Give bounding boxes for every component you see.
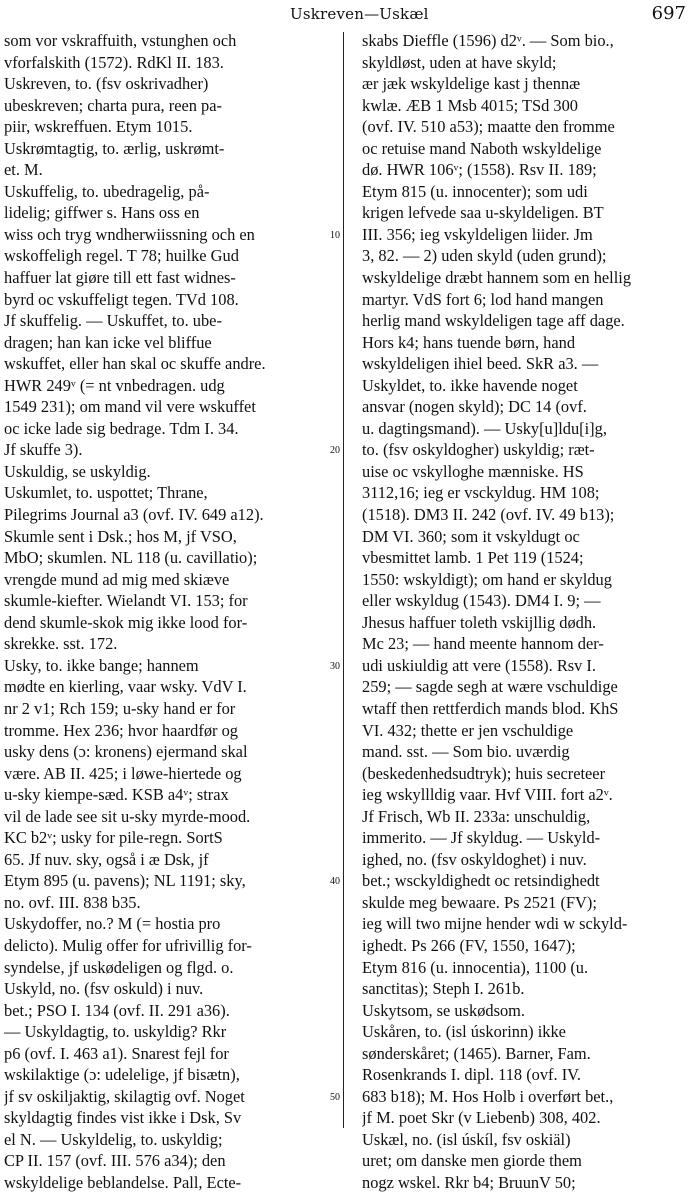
text-line: 259; — sagde segh at wære vschuldige [362, 677, 618, 697]
text-line: Uskytsom, se uskødsom. [362, 1000, 526, 1020]
text-line: bet.; wsckyldighedt oc retsindighedt [362, 871, 600, 891]
text-line: 1550: wskyldigt); om hand er skyldug [362, 569, 612, 589]
text-line: bet.; PSO I. 134 (ovf. II. 291 a36). [4, 1000, 230, 1020]
text-line: wtaff then rettferdich mands blod. KhS [362, 698, 619, 718]
text-line: wskyldelige dræbt hannem som en hellig [362, 268, 632, 288]
text-line: Pilegrims Journal a3 (ovf. IV. 649 a12). [4, 505, 264, 525]
text-line: (ovf. IV. 510 a53); maatte den fromme [362, 117, 615, 137]
text-line: 3, 82. — 2) uden skyld (uden grund); [362, 246, 607, 266]
text-line: dø. HWR 106ᵛ; (1558). Rsv II. 189; [362, 160, 597, 180]
text-line: ieg wskyllldig vaar. Hvf VIII. fort a2ᵛ. [362, 785, 613, 805]
text-line: u. dagtingsmand). — Usky[u]ldu[i]g, [362, 418, 607, 438]
text-line: Jf skuffelig. — Uskuffet, to. ube- [4, 311, 222, 331]
text-line: Etym 815 (u. innocenter); som udi [362, 181, 588, 201]
text-line: skrekke. sst. 172. [4, 634, 118, 654]
text-line: være. AB II. 425; i løwe-hiertede og [4, 763, 242, 783]
text-line: herlig mand wskyldeligen tage aff dage. [362, 311, 625, 331]
text-line: delicto). Mulig offer for ufrivillig for- [4, 935, 252, 955]
text-line: mand. sst. — Som bio. uværdig [362, 742, 570, 762]
text-line: Skumle sent i Dsk.; hos M, jf VSO, [4, 526, 237, 546]
text-line: kwlæ. ÆB 1 Msb 4015; TSd 300 [362, 95, 578, 115]
text-line: 3112,16; ieg er vsckyldug. HM 108; [362, 483, 600, 503]
text-line: lidelig; giffwer s. Hans oss en [4, 203, 200, 223]
text-line: mødte en kierling, vaar wsky. VdV I. [4, 677, 247, 697]
text-line: III. 356; ieg vskyldeligen liider. Jm [362, 224, 593, 244]
text-line: krigen lefvede saa u-skyldeligen. BT [362, 203, 604, 223]
text-line: KC b2ᵛ; usky for pile-regn. SortS [4, 828, 223, 848]
text-line: som vor vskraffuith, vstunghen och [4, 31, 237, 50]
text-line: uise oc vskylloghe mænniske. HS [362, 461, 584, 481]
text-line: Uskuffelig, to. ubedragelig, på- [4, 181, 210, 201]
text-line: Jhesus haffuer toleth vskijllig dødh. [362, 612, 597, 632]
text-line: wskyldelige beblandelse. Pall, Ecte- [4, 1172, 242, 1192]
text-line: usky dens (ɔ: kronens) ejermand skal [4, 742, 248, 762]
text-line: wskilaktige (ɔ: udelelige, jf bisætn), [4, 1065, 240, 1085]
text-line: nogz wskel. Rkr b4; BruunV 50; [362, 1172, 576, 1192]
text-line: Uskuldig, se uskyldig. [4, 461, 151, 481]
text-line: vforfalskith (1572). RdKl II. 183. [4, 52, 224, 72]
text-line: eller wskyldug (1543). DM4 I. 9; — [362, 591, 601, 611]
text-line: el N. — Uskyldelig, to. uskyldig; [4, 1129, 223, 1149]
text-line: Jf skuffe 3). [4, 440, 83, 460]
text-line: wiss och tryg wndherwiissning och en [4, 224, 255, 244]
text-line: ansvar (nogen skyld); DC 14 (ovf. [362, 397, 587, 417]
text-line: skulde meg bewaare. Ps 2521 (FV); [362, 892, 597, 912]
right-column [362, 30, 696, 1194]
text-line: jf sv oskiljaktig, skilagtig ovf. Noget [4, 1086, 245, 1106]
text-line: martyr. VdS fort 6; lod hand mangen [362, 289, 604, 309]
text-line: wskuffet, eller han skal oc skuffe andre. [4, 354, 266, 374]
text-line: Uskydoffer, no.? M (= hostia pro [4, 914, 221, 934]
text-line: uret; om danske men giorde them [362, 1151, 582, 1171]
text-line: jf M. poet Skr (v Liebenb) 308, 402. [362, 1108, 601, 1128]
page-header [0, 0, 700, 26]
text-line: ighedt. Ps 266 (FV, 1550, 1647); [362, 935, 576, 955]
text-line: Uskreven, to. (fsv oskrivadher) [4, 74, 209, 94]
page-number: 697 [651, 3, 686, 24]
text-line: piir, wskreffuen. Etym 1015. [4, 117, 193, 137]
text-line: et. M. [4, 160, 43, 180]
text-line: Etym 895 (u. pavens); NL 1191; sky, [4, 871, 246, 891]
text-line: p6 (ovf. I. 463 a1). Snarest fejl for [4, 1043, 229, 1063]
running-head: Uskreven—Uskæl [290, 5, 429, 23]
text-line: haffuer lat giøre till ett fast widnes- [4, 268, 236, 288]
text-line: tromme. Hex 236; hvor haardfør og [4, 720, 238, 740]
text-line: Hors k4; hans tuende børn, hand [362, 332, 576, 352]
text-line: Uskyld, no. (fsv oskuld) i nuv. [4, 979, 204, 999]
line-number: 40 [330, 876, 340, 888]
text-line: skyldagtig findes vist ikke i Dsk, Sv [4, 1108, 242, 1128]
text-line: — Uskyldagtig, to. uskyldig? Rkr [4, 1022, 227, 1042]
text-line: vbesmittet lamb. 1 Pet 119 (1524; [362, 548, 584, 568]
text-line: nr 2 v1; Rch 159; u-sky hand er for [4, 698, 236, 718]
text-line: ubeskreven; charta pura, reen pa- [4, 95, 222, 115]
text-line: CP II. 157 (ovf. III. 576 a34); den [4, 1151, 226, 1171]
text-line: Uskyldet, to. ikke havende noget [362, 375, 578, 395]
text-line: udi uskiuldig att vere (1558). Rsv I. [362, 655, 596, 675]
text-line: 1549 231); om mand vil vere wskuffet [4, 397, 256, 417]
line-number: 50 [330, 1091, 340, 1103]
text-line: ighed, no. (fsv oskyldoghet) i nuv. [362, 849, 587, 869]
text-line: skyldløst, uden at have skyld; [362, 52, 557, 72]
text-line: sanctitas); Steph I. 261b. [362, 979, 525, 999]
text-line: sønderskåret; (1465). Barner, Fam. [362, 1043, 591, 1063]
text-line: vil de lade see sit u-sky myrde-mood. [4, 806, 251, 826]
text-line: 683 b18); M. Hos Holb i overført bet., [362, 1086, 614, 1106]
text-line: Etym 816 (u. innocentia), 1100 (u. [362, 957, 589, 977]
text-line: 65. Jf nuv. sky, også i æ Dsk, jf [4, 849, 209, 869]
text-line: oc retuise mand Naboth wskyldelige [362, 138, 602, 158]
text-line: immerito. — Jf skyldug. — Uskyld- [362, 828, 601, 848]
text-line: (1518). DM3 II. 242 (ovf. IV. 49 b13); [362, 505, 615, 525]
column-divider [343, 32, 344, 1128]
text-line: wskoffeligh regel. T 78; huilke Gud [4, 246, 239, 266]
text-line: Rosenkrands I. dipl. 118 (ovf. IV. [362, 1065, 581, 1085]
text-line: syndelse, jf uskødeligen og flgd. o. [4, 957, 234, 977]
text-line: skabs Dieffle (1596) d2ᵛ. — Som bio., [362, 31, 614, 50]
text-line: Jf Frisch, Wb II. 233a: unschuldig, [362, 806, 591, 826]
text-line: Uskåren, to. (isl úskorinn) ikke [362, 1022, 566, 1042]
text-line: wskyldeligen ihiel beed. SkR a3. — [362, 354, 599, 374]
text-line: Uskæl, no. (isl úskíl, fsv oskiäl) [362, 1129, 571, 1149]
text-line: DM VI. 360; som it vskyldugt oc [362, 526, 580, 546]
text-line: skumle-kiefter. Wielandt VI. 153; for [4, 591, 248, 611]
text-line: MbO; skumlen. NL 118 (u. cavillatio); [4, 548, 258, 568]
line-number: 10 [330, 229, 340, 241]
text-line: no. ovf. III. 838 b35. [4, 892, 141, 912]
text-line: byrd oc vskuffeligt tegen. TVd 108. [4, 289, 239, 309]
text-line: ieg will two mijne hender wdi w sckyld- [362, 914, 628, 934]
line-number: 20 [330, 445, 340, 457]
text-line: (beskedenhedsudtryk); huis secreteer [362, 763, 606, 783]
text-line: Uskrømtagtig, to. ærlig, uskrømt- [4, 138, 225, 158]
text-line: dragen; han kan icke vel bliffue [4, 332, 212, 352]
line-number: 30 [330, 660, 340, 672]
text-line: u-sky kiempe-sæd. KSB a4ᵛ; strax [4, 785, 229, 805]
text-line: VI. 432; thette er jen vschuldige [362, 720, 574, 740]
text-line: ær jæk wskyldelige kast j thennæ [362, 74, 581, 94]
text-line: Uskumlet, to. uspottet; Thrane, [4, 483, 208, 503]
text-line: HWR 249ᵛ (= nt vnbedragen. udg [4, 375, 225, 395]
text-line: Usky, to. ikke bange; hannem [4, 655, 199, 675]
left-column [4, 30, 334, 1194]
text-line: to. (fsv oskyldogher) uskyldig; ræt- [362, 440, 595, 460]
text-line: Mc 23; — hand meente hannom der- [362, 634, 604, 654]
text-line: vrengde mund ad mig med skiæve [4, 569, 230, 589]
text-line: oc icke lade sig bedrage. Tdm I. 34. [4, 418, 239, 438]
text-line: dend skumle-skok mig ikke lood for- [4, 612, 248, 632]
